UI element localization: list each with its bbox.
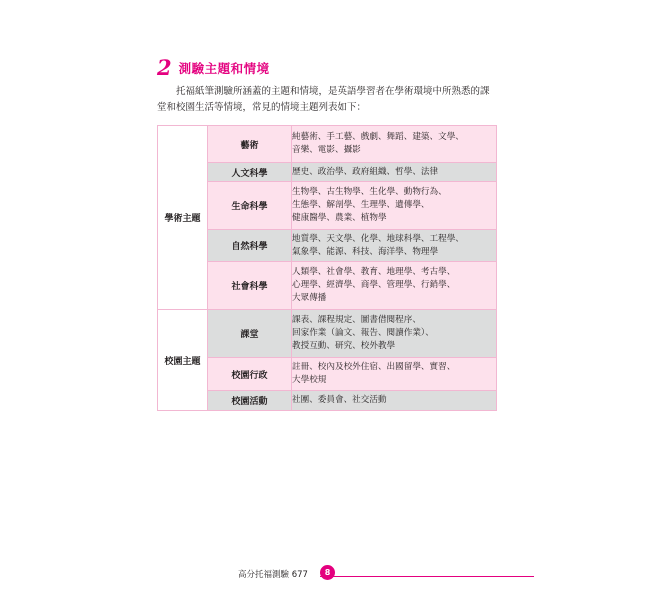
- page-number: 8: [320, 565, 335, 580]
- subtopic-cell: 校園行政: [208, 358, 292, 391]
- description-cell: [292, 262, 497, 310]
- table-row: [158, 163, 497, 182]
- description-line: 健康醫學、農業、植物學: [292, 213, 387, 223]
- description-cell: [292, 358, 497, 391]
- description-line: 課表、課程規定、圖書借閱程序、: [292, 315, 421, 325]
- table-row: [158, 391, 497, 411]
- table-row: [158, 182, 497, 230]
- subtopic-cell: 藝術: [208, 126, 292, 163]
- table-row: [158, 126, 497, 163]
- description-line: 純藝術、手工藝、戲劇、舞蹈、建築、文學、: [292, 132, 464, 142]
- description-line: 生態學、解剖學、生理學、遺傳學、: [292, 200, 430, 210]
- subtopic-cell: 生命科學: [208, 182, 292, 230]
- description-cell: [292, 182, 497, 230]
- intro-paragraph: 托福紙筆測驗所涵蓋的主題和情境，是英語學習者在學術環境中所熟悉的課堂和校園生活等情境，常見的情境主題列表如下：: [157, 86, 490, 113]
- description-line: 音樂、電影、攝影: [292, 145, 361, 155]
- section-heading: [157, 55, 270, 80]
- description-cell: [292, 391, 497, 411]
- footer-rule: [320, 576, 534, 577]
- description-cell: [292, 163, 497, 182]
- table-row: [158, 230, 497, 262]
- table-row: [158, 358, 497, 391]
- description-cell: [292, 126, 497, 163]
- description-line: 大學校規: [292, 375, 327, 385]
- description-line: 社團、委員會、社交活動: [292, 395, 387, 405]
- description-line: 地質學、天文學、化學、地球科學、工程學、: [292, 233, 464, 244]
- table-row: [158, 310, 497, 358]
- subtopic-cell: 校園活動: [208, 391, 292, 411]
- description-line: 心理學、經濟學、商學、管理學、行銷學、: [292, 280, 456, 290]
- subtopic-cell: 自然科學: [208, 230, 292, 262]
- description-cell: [292, 230, 497, 262]
- description-line: 氣象學、能源、科技、海洋學、物理學: [292, 246, 439, 257]
- section-title: 測驗主題和情境: [178, 61, 270, 76]
- description-cell: [292, 310, 497, 358]
- section-number: 2: [157, 55, 172, 80]
- category-cell: 校園主題: [158, 310, 208, 411]
- book-title: 高分托福測驗 677: [238, 570, 308, 580]
- topics-table: [157, 125, 497, 411]
- category-cell: 學術主題: [158, 126, 208, 310]
- subtopic-cell: 人文科學: [208, 163, 292, 182]
- description-line: 回家作業（論文、報告、閱讀作業）、: [292, 328, 434, 338]
- description-line: 教授互動、研究、校外教學: [292, 341, 396, 351]
- description-line: 註冊、校內及校外住宿、出國留學、實習、: [292, 362, 456, 372]
- description-line: 生物學、古生物學、生化學、動物行為、: [292, 187, 447, 197]
- table-row: [158, 262, 497, 310]
- subtopic-cell: 社會科學: [208, 262, 292, 310]
- subtopic-cell: 課堂: [208, 310, 292, 358]
- description-line: 大眾傳播: [292, 293, 327, 303]
- description-line: 歷史、政治學、政府組織、哲學、法律: [292, 166, 439, 177]
- description-line: 人類學、社會學、教育、地理學、考古學、: [292, 267, 456, 277]
